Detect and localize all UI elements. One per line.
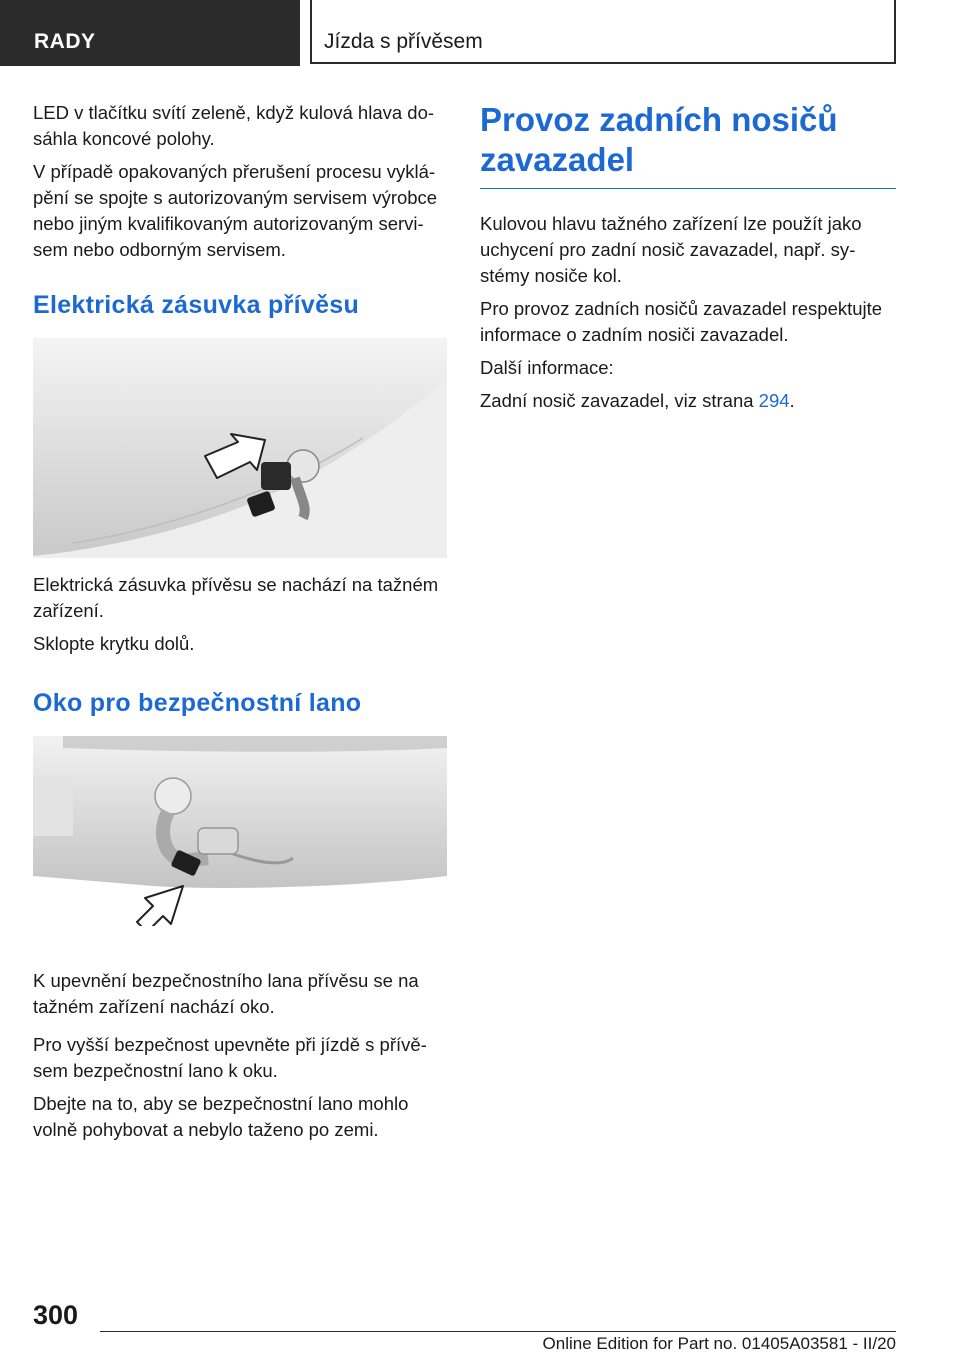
page-link-294[interactable]: 294 (758, 390, 790, 411)
reference-period: . (789, 390, 795, 411)
safety-eye-paragraph-1: K upevnění bezpečnostního lana přívěsu se na tažném zařízení nachází oko. (33, 970, 419, 1017)
safety-eye-illustration (33, 736, 447, 926)
rear-carrier-reference (480, 388, 896, 414)
footer-divider (100, 1331, 896, 1332)
safety-eye-paragraph-2: Pro vyšší bezpečnost upevněte při jízdě s přívěsem bezpečnostní lano k oku. (33, 1034, 427, 1081)
header-chapter-tab (310, 0, 896, 64)
right-column (480, 100, 896, 421)
more-info-label: Další informace: (480, 357, 614, 378)
intro-paragraph-2: V případě opakovaných přerušení procesu vyklápění se spojte s autorizovaným servisem výrobce nebo jiným kvalifikovaným autorizovaným servisem nebo odborným servisem. (33, 161, 438, 260)
rear-carrier-heading: Provoz zadních nosičů zavazadel (480, 100, 896, 189)
socket-heading: Elektrická zásuvka přívěsu (33, 291, 360, 319)
left-column (33, 100, 447, 1150)
footer-edition: Online Edition for Part no. 01405A03581 - II/20 (542, 1334, 896, 1353)
safety-eye-paragraph-3: Dbejte na to, aby se bezpečnostní lano mohlo volně pohybovat a nebylo taženo po zemi. (33, 1093, 409, 1140)
socket-caption-2: Sklopte krytku dolů. (33, 633, 195, 654)
header-chapter-label: Jízda s přívěsem (324, 30, 483, 53)
safety-eye-heading: Oko pro bezpečnostní lano (33, 689, 362, 717)
socket-caption-1: Elektrická zásuvka přívěsu se nachází na tažném zařízení. (33, 574, 439, 621)
rear-carrier-paragraph-2: Pro provoz zadních nosičů zavazadel respektujte informace o zadním nosiči zavazadel. (480, 298, 883, 345)
header-section-label: RADY (34, 30, 96, 53)
intro-paragraph-1: LED v tlačítku svítí zeleně, když kulová hlava dosáhla koncové polohy. (33, 102, 435, 149)
rear-carrier-paragraph-1: Kulovou hlavu tažného zařízení lze použít jako uchycení pro zadní nosič zavazadel, např. systémy nosiče kol. (480, 213, 862, 286)
reference-text: Zadní nosič zavazadel, viz strana (480, 390, 759, 411)
page-number: 300 (33, 1300, 79, 1330)
trailer-socket-illustration (33, 338, 447, 558)
header-section-tab (0, 0, 300, 66)
